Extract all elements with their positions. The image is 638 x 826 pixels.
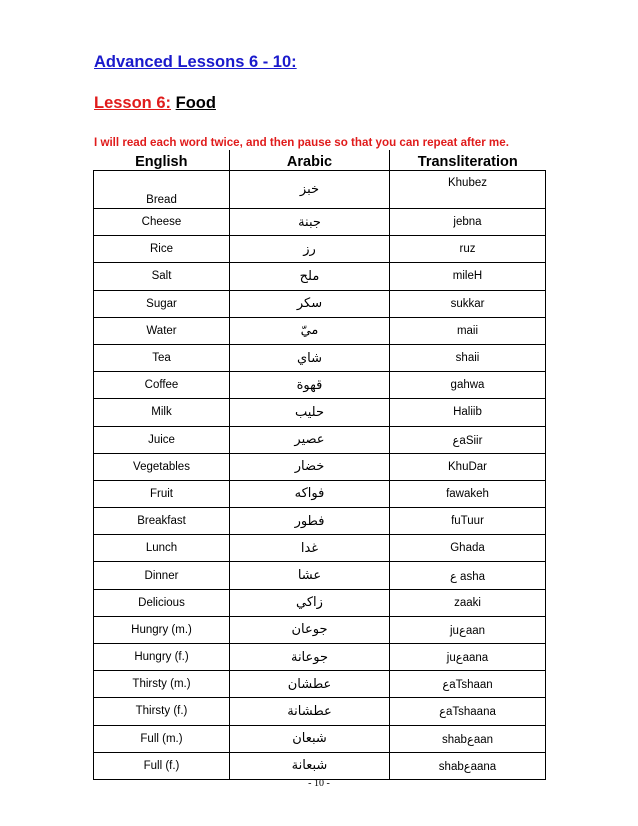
arabic-cell: فواكه bbox=[230, 480, 390, 507]
table-row bbox=[94, 508, 546, 535]
table-row bbox=[94, 725, 546, 752]
arabic-cell: شاي bbox=[230, 344, 390, 371]
vocabulary-table bbox=[93, 150, 546, 780]
english-cell: Rice bbox=[94, 236, 230, 263]
english-cell: Full (m.) bbox=[94, 725, 230, 752]
english-cell: Juice bbox=[94, 426, 230, 453]
table-row bbox=[94, 535, 546, 562]
english-cell: Milk bbox=[94, 399, 230, 426]
transliteration-cell: Haliib bbox=[390, 399, 546, 426]
transliteration-cell: juﻉaana bbox=[390, 644, 546, 671]
table-row bbox=[94, 209, 546, 236]
table-row bbox=[94, 480, 546, 507]
transliteration-cell: jebna bbox=[390, 209, 546, 236]
table-row bbox=[94, 453, 546, 480]
transliteration-cell: KhuDar bbox=[390, 453, 546, 480]
english-cell: Cheese bbox=[94, 209, 230, 236]
transliteration-cell: ﻉaSiir bbox=[390, 426, 546, 453]
column-header-transliteration: Transliteration bbox=[390, 150, 546, 171]
lesson-topic: Food bbox=[175, 94, 216, 112]
table-row bbox=[94, 399, 546, 426]
arabic-cell: سكر bbox=[230, 290, 390, 317]
table-row bbox=[94, 589, 546, 616]
arabic-cell: شبعان bbox=[230, 725, 390, 752]
arabic-cell: حليب bbox=[230, 399, 390, 426]
transliteration-cell: ﻉaTshaan bbox=[390, 671, 546, 698]
english-cell: Breakfast bbox=[94, 508, 230, 535]
arabic-cell: غدا bbox=[230, 535, 390, 562]
table-row bbox=[94, 616, 546, 643]
arabic-cell: عطشانة bbox=[230, 698, 390, 725]
english-cell: Thirsty (f.) bbox=[94, 698, 230, 725]
table-row bbox=[94, 263, 546, 290]
table-row bbox=[94, 752, 546, 779]
english-cell: Hungry (f.) bbox=[94, 644, 230, 671]
table-row bbox=[94, 290, 546, 317]
arabic-cell: فطور bbox=[230, 508, 390, 535]
transliteration-cell: shabﻉaana bbox=[390, 752, 546, 779]
english-cell: Coffee bbox=[94, 372, 230, 399]
table-row bbox=[94, 562, 546, 589]
transliteration-cell: Khubez bbox=[390, 171, 546, 209]
table-row bbox=[94, 236, 546, 263]
english-cell: Salt bbox=[94, 263, 230, 290]
table-header-row bbox=[94, 150, 546, 171]
arabic-cell: جوعان bbox=[230, 616, 390, 643]
arabic-cell: عصير bbox=[230, 426, 390, 453]
table-row bbox=[94, 372, 546, 399]
english-cell: Hungry (m.) bbox=[94, 616, 230, 643]
transliteration-cell: ﻉ asha bbox=[390, 562, 546, 589]
arabic-cell: عطشان bbox=[230, 671, 390, 698]
transliteration-cell: zaaki bbox=[390, 589, 546, 616]
lesson-title bbox=[94, 94, 216, 113]
transliteration-cell: ﻉaTshaana bbox=[390, 698, 546, 725]
english-cell: Full (f.) bbox=[94, 752, 230, 779]
table-row bbox=[94, 671, 546, 698]
transliteration-cell: mileH bbox=[390, 263, 546, 290]
table-row bbox=[94, 644, 546, 671]
english-cell: Delicious bbox=[94, 589, 230, 616]
transliteration-cell: Ghada bbox=[390, 535, 546, 562]
arabic-cell: جبنة bbox=[230, 209, 390, 236]
transliteration-cell: fuTuur bbox=[390, 508, 546, 535]
english-cell: Lunch bbox=[94, 535, 230, 562]
transliteration-cell: shaii bbox=[390, 344, 546, 371]
table-row bbox=[94, 698, 546, 725]
transliteration-cell: sukkar bbox=[390, 290, 546, 317]
transliteration-cell: maii bbox=[390, 317, 546, 344]
arabic-cell: خبز bbox=[230, 171, 390, 209]
english-cell: Tea bbox=[94, 344, 230, 371]
transliteration-cell: ruz bbox=[390, 236, 546, 263]
table-row bbox=[94, 317, 546, 344]
transliteration-cell: juﻉaan bbox=[390, 616, 546, 643]
lesson-number: Lesson 6: bbox=[94, 94, 172, 112]
arabic-cell: ملح bbox=[230, 263, 390, 290]
english-cell: Vegetables bbox=[94, 453, 230, 480]
page-heading: Advanced Lessons 6 - 10: bbox=[94, 53, 297, 71]
page-number: - 10 - bbox=[308, 778, 330, 789]
english-cell: Dinner bbox=[94, 562, 230, 589]
english-cell: Fruit bbox=[94, 480, 230, 507]
arabic-cell: جوعانة bbox=[230, 644, 390, 671]
transliteration-cell: gahwa bbox=[390, 372, 546, 399]
english-cell: Bread bbox=[94, 171, 230, 209]
column-header-english: English bbox=[94, 150, 230, 171]
transliteration-cell: shabﻉaan bbox=[390, 725, 546, 752]
arabic-cell: ميّ bbox=[230, 317, 390, 344]
transliteration-cell: fawakeh bbox=[390, 480, 546, 507]
arabic-cell: خضار bbox=[230, 453, 390, 480]
english-cell: Sugar bbox=[94, 290, 230, 317]
arabic-cell: شبعانة bbox=[230, 752, 390, 779]
table-row bbox=[94, 171, 546, 209]
table-row bbox=[94, 426, 546, 453]
table-row bbox=[94, 344, 546, 371]
arabic-cell: عشا bbox=[230, 562, 390, 589]
column-header-arabic: Arabic bbox=[230, 150, 390, 171]
vocabulary-table-body bbox=[94, 171, 546, 780]
english-cell: Thirsty (m.) bbox=[94, 671, 230, 698]
lesson-instructions: I will read each word twice, and then pause so that you can repeat after me. bbox=[94, 136, 509, 149]
english-cell: Water bbox=[94, 317, 230, 344]
arabic-cell: زاكي bbox=[230, 589, 390, 616]
arabic-cell: رز bbox=[230, 236, 390, 263]
arabic-cell: قهوة bbox=[230, 372, 390, 399]
